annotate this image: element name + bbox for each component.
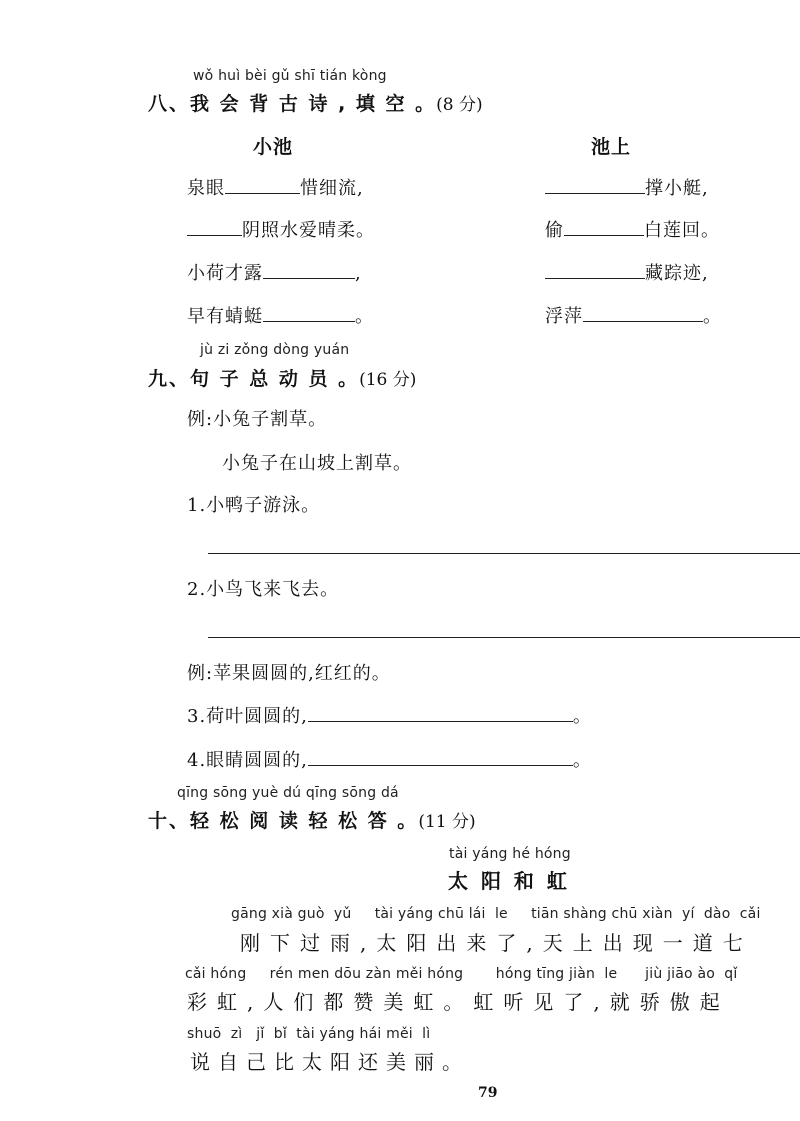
example2-sentence: 例:苹果圆圆的,红红的。 [187, 663, 391, 684]
example1-sentence: 例:小兔子割草。 [187, 409, 328, 430]
poem2-line4-end: 。 [703, 306, 722, 327]
poem1-line4-end: 。 [355, 306, 374, 327]
question-3 [187, 702, 592, 728]
answer-line-1[interactable] [208, 553, 800, 554]
story-line2: 彩虹,人们都赞美虹。虹听见了,就骄傲起 [187, 990, 730, 1014]
story-line3: 说自己比太阳还美丽。 [190, 1050, 470, 1074]
section8-heading [148, 89, 483, 116]
poem1-line3 [187, 259, 362, 285]
question-4 [187, 746, 592, 772]
page-number: 79 [478, 1085, 498, 1101]
story-line3-pinyin: shuō zì jǐ bǐ tài yáng hái měi lì [187, 1026, 431, 1042]
poem2-blank-1[interactable] [545, 175, 645, 194]
section9-title: 九、句 子 总 动 员 。 [148, 368, 360, 390]
question-4-end: 。 [572, 750, 592, 771]
answer-line-2[interactable] [208, 637, 800, 638]
section9-heading [148, 364, 416, 391]
poem1-line4-start: 早有蜻蜓 [187, 306, 263, 327]
poem1-title: 小池 [253, 136, 294, 158]
poem2-line3-end: 藏踪迹, [645, 263, 709, 284]
poem1-blank-2[interactable] [187, 217, 242, 236]
story-line1-pinyin: gāng xià guò yǔ tài yáng chū lái le tiān shàng chū xiàn yí dào cǎi [231, 906, 761, 922]
question-3-blank[interactable] [308, 703, 573, 722]
poem1-line3-start: 小荷才露 [187, 263, 263, 284]
section10-pinyin: qīng sōng yuè dú qīng sōng dá [177, 785, 399, 801]
section10-points: (11 分) [418, 812, 476, 832]
story-title-pinyin: tài yáng hé hóng [449, 846, 571, 862]
poem2-line4-start: 浮萍 [545, 306, 583, 327]
story-line2-pinyin: cǎi hóng rén men dōu zàn měi hóng hóng tīng jiàn le jiù jiāo ào qǐ [185, 966, 738, 982]
poem1-line2-end: 阴照水爱晴柔。 [242, 220, 375, 241]
poem2-line1-end: 撑小艇, [645, 178, 709, 199]
poem2-blank-2[interactable] [564, 217, 644, 236]
section8-pinyin: wǒ huì bèi gǔ shī tián kòng [193, 68, 387, 84]
question-2: 2.小鸟飞来飞去。 [187, 579, 340, 600]
question-3-end: 。 [572, 706, 592, 727]
poem1-line1-start: 泉眼 [187, 178, 225, 199]
section10-title: 十、轻 松 阅 读 轻 松 答 。 [148, 810, 419, 832]
story-title: 太 阳 和 虹 [448, 869, 570, 893]
poem1-blank-4[interactable] [263, 303, 355, 322]
question-1: 1.小鸭子游泳。 [187, 495, 321, 516]
section9-pinyin: jù zi zǒng dòng yuán [200, 342, 350, 358]
poem2-line2-end: 白莲回。 [644, 220, 720, 241]
section8-points: (8 分) [436, 95, 483, 115]
poem2-blank-3[interactable] [545, 260, 645, 279]
poem1-line1 [187, 174, 364, 200]
section10-heading [148, 806, 476, 833]
poem2-line2 [545, 216, 720, 242]
example1-answer: 小兔子在山坡上割草。 [222, 453, 412, 474]
poem2-line2-start: 偷 [545, 220, 564, 241]
section9-points: (16 分) [359, 370, 417, 390]
poem1-line2 [187, 216, 375, 242]
question-3-start: 3.荷叶圆圆的, [187, 706, 308, 727]
poem2-line3 [545, 259, 709, 285]
section8-title: 八、我 会 背 古 诗 , 填 空 。 [148, 93, 437, 115]
question-4-blank[interactable] [308, 747, 573, 766]
poem1-line1-end: 惜细流, [300, 178, 364, 199]
poem2-line1 [545, 174, 709, 200]
poem1-line4 [187, 302, 374, 328]
poem2-title: 池上 [591, 136, 632, 158]
poem1-blank-3[interactable] [263, 260, 355, 279]
poem2-line4 [545, 302, 722, 328]
poem1-line3-end: , [355, 263, 362, 284]
story-line1: 刚下过雨,太阳出来了,天上出现一道七 [240, 931, 753, 955]
question-4-start: 4.眼睛圆圆的, [187, 750, 308, 771]
poem2-blank-4[interactable] [583, 303, 703, 322]
poem1-blank-1[interactable] [225, 175, 300, 194]
